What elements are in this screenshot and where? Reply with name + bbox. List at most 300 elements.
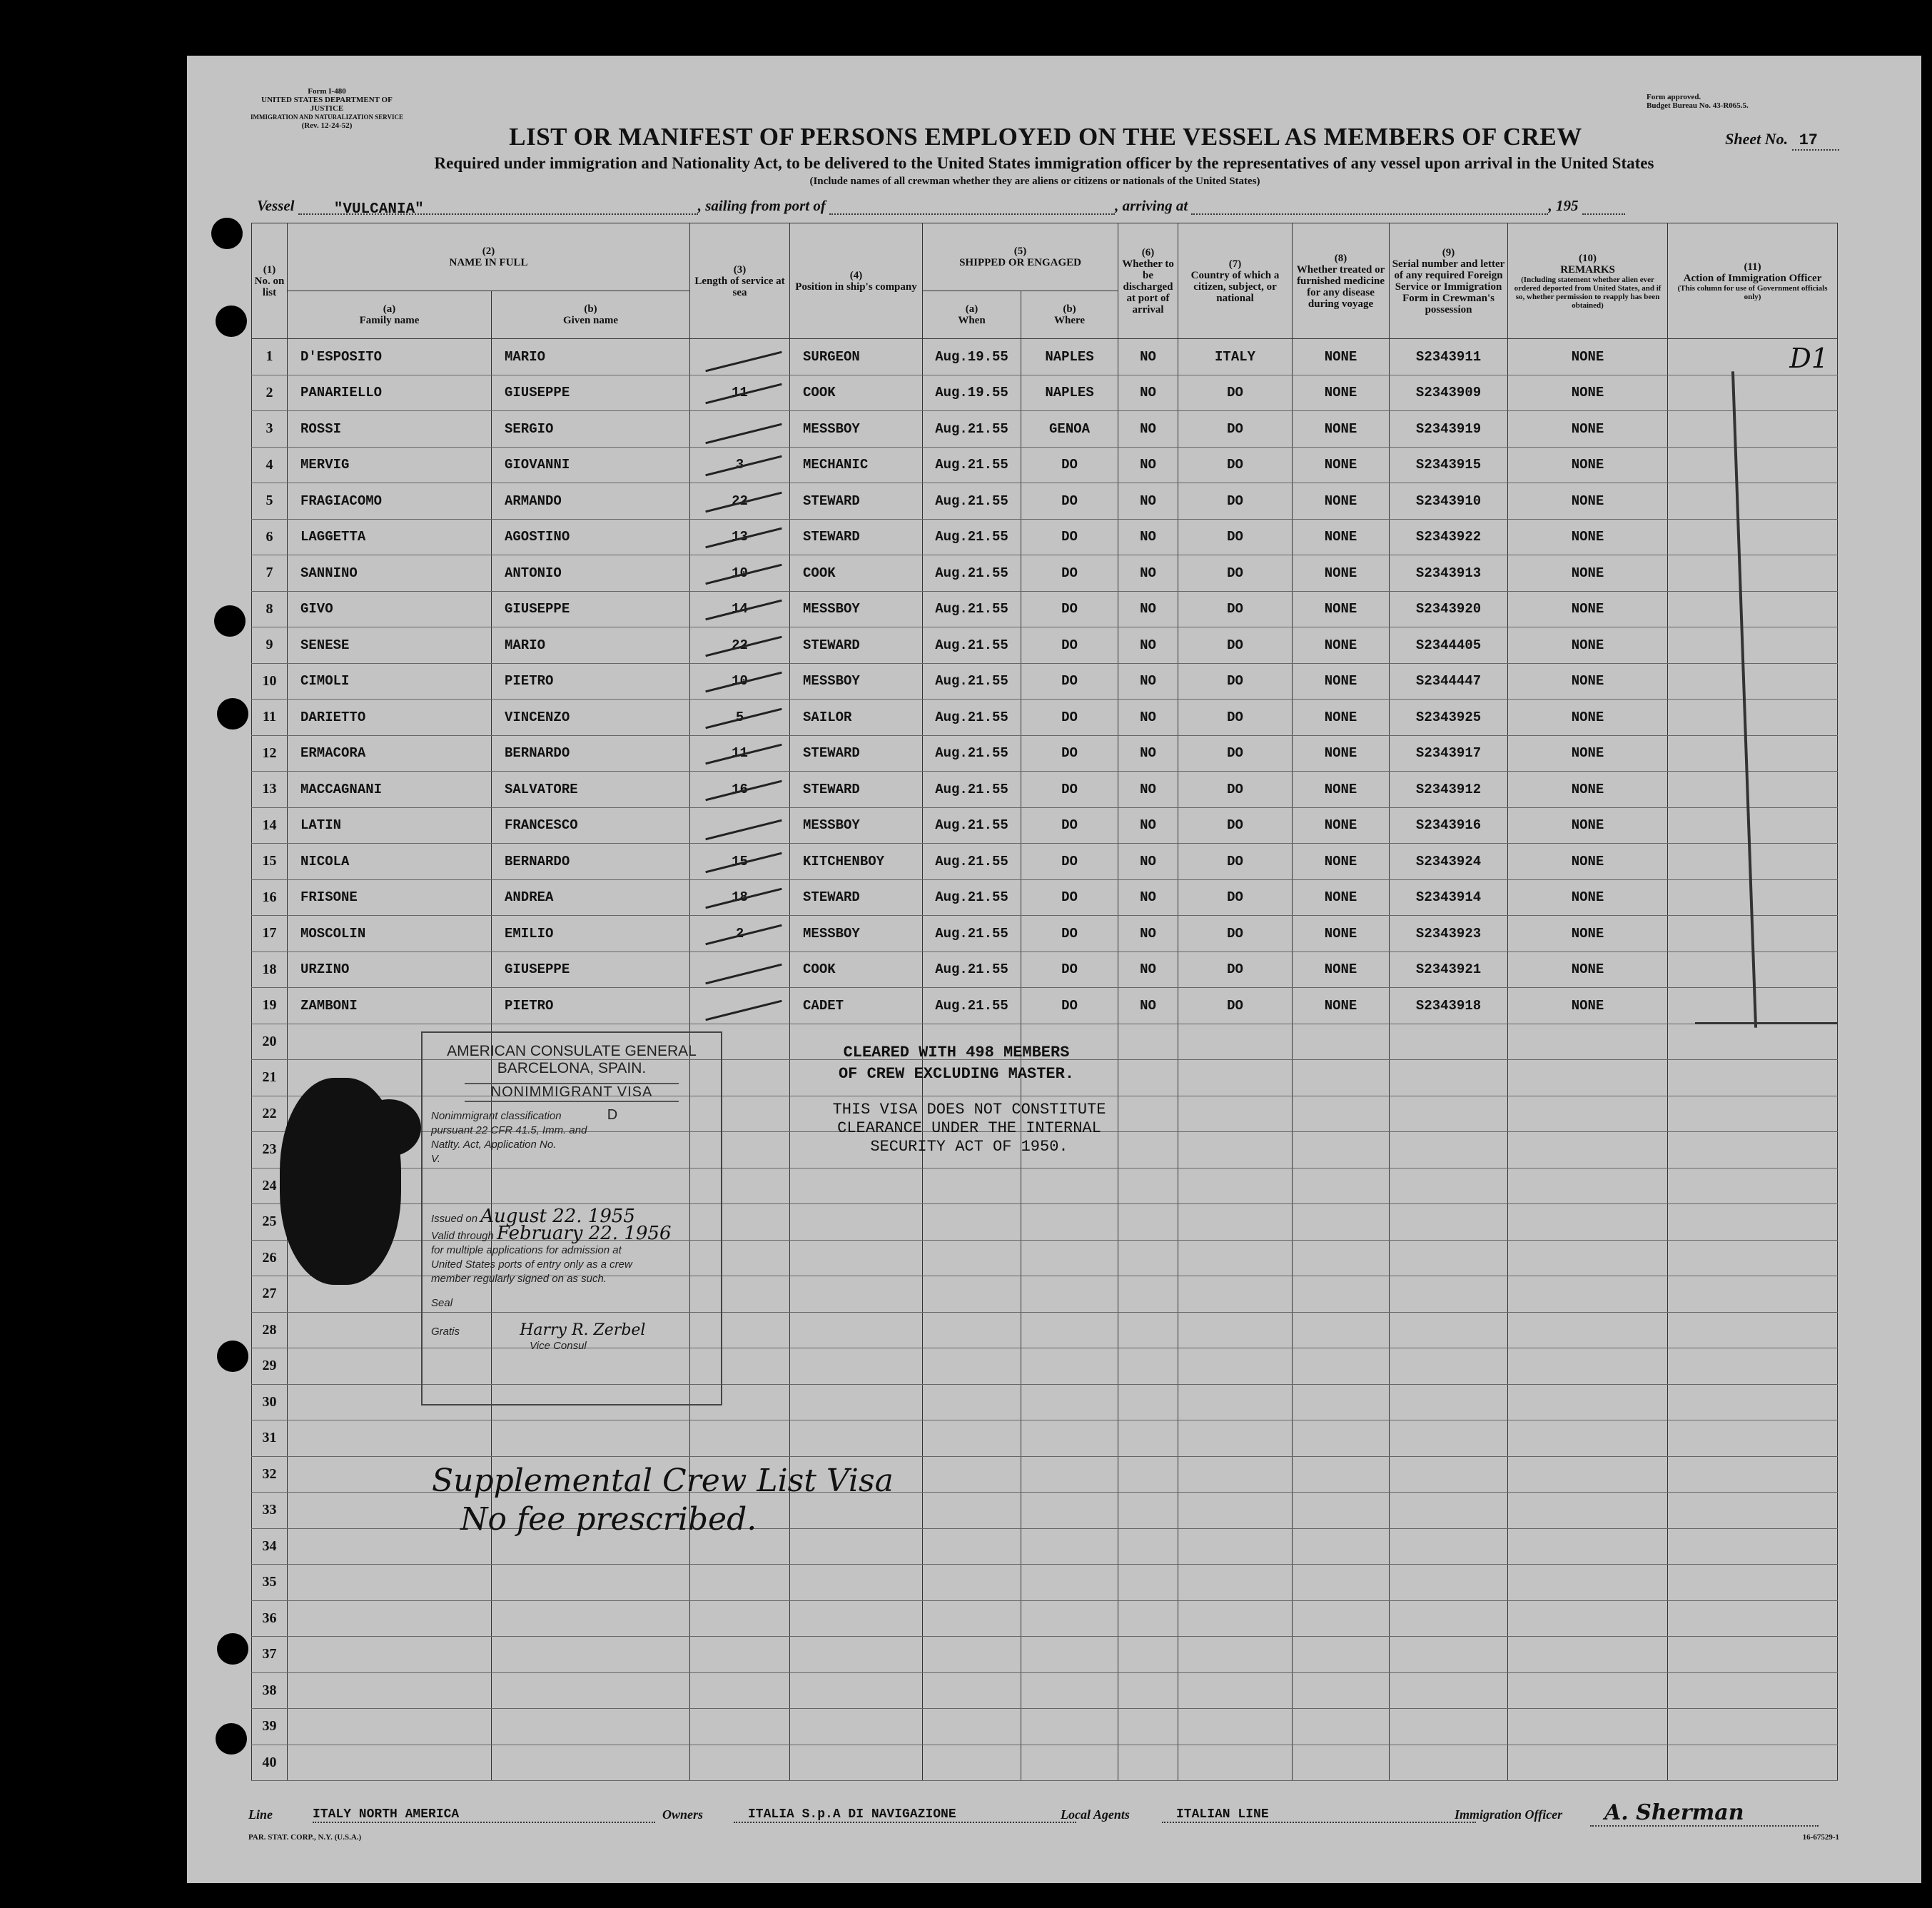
cell-shipped-when: Aug.21.55	[923, 700, 1021, 736]
cell-empty	[923, 1600, 1021, 1637]
cell-country: DO	[1178, 519, 1293, 555]
cell-service-length: 3	[690, 447, 790, 483]
table-row	[252, 591, 1838, 627]
cell-empty	[288, 1420, 492, 1457]
table-row	[252, 483, 1838, 520]
cell-remarks: NONE	[1508, 411, 1668, 448]
cell-medicine: NONE	[1293, 447, 1390, 483]
cell-empty	[1668, 1637, 1838, 1673]
cell-medicine: NONE	[1293, 988, 1390, 1024]
cell-empty	[923, 1637, 1021, 1673]
cell-empty	[1508, 1493, 1668, 1529]
cell-empty	[1293, 1168, 1390, 1204]
cell-given-name: PIETRO	[492, 663, 690, 700]
cell-shipped-where: DO	[1021, 627, 1118, 664]
cell-service-length: 5	[690, 700, 790, 736]
cell-row-number: 36	[252, 1600, 288, 1637]
cell-empty	[1178, 1565, 1293, 1601]
cell-serial-number: S2343920	[1390, 591, 1508, 627]
cell-row-number: 2	[252, 375, 288, 411]
cell-shipped-where: NAPLES	[1021, 375, 1118, 411]
footer-owners-value: ITALIA S.p.A DI NAVIGAZIONE	[734, 1807, 1076, 1823]
form-header: Form I-480 UNITED STATES DEPARTMENT OF JUSTICE IMMIGRATION AND NATURALIZATION SERVICE (Rev. 12-24-52)	[251, 87, 403, 130]
cell-empty	[1118, 1024, 1178, 1060]
cell-service-length: 22	[690, 483, 790, 520]
cell-empty	[1390, 1240, 1508, 1276]
cell-empty	[1021, 1745, 1118, 1781]
cell-country: DO	[1178, 988, 1293, 1024]
cell-empty	[1021, 1168, 1118, 1204]
cell-empty	[1293, 1024, 1390, 1060]
cell-officer-action	[1668, 483, 1838, 520]
cell-serial-number: S2343923	[1390, 916, 1508, 952]
cell-empty	[790, 1745, 923, 1781]
cell-country: DO	[1178, 772, 1293, 808]
cell-empty	[1118, 1528, 1178, 1565]
cell-empty	[923, 1565, 1021, 1601]
cell-empty	[492, 1709, 690, 1745]
cell-empty	[492, 1600, 690, 1637]
cell-empty	[1293, 1096, 1390, 1132]
cell-empty	[1021, 1672, 1118, 1709]
cell-empty	[1390, 1204, 1508, 1241]
cell-empty	[1021, 1600, 1118, 1637]
cell-empty	[1508, 1600, 1668, 1637]
cell-empty	[1668, 1493, 1838, 1529]
cell-serial-number: S2343912	[1390, 772, 1508, 808]
cell-shipped-where: DO	[1021, 988, 1118, 1024]
table-row-empty	[252, 1709, 1838, 1745]
cell-empty	[1390, 1024, 1508, 1060]
cell-empty	[1668, 1709, 1838, 1745]
cell-discharged: NO	[1118, 988, 1178, 1024]
table-row	[252, 952, 1838, 988]
cell-row-number: 3	[252, 411, 288, 448]
cell-empty	[1293, 1240, 1390, 1276]
cell-empty	[1668, 1745, 1838, 1781]
cell-remarks: NONE	[1508, 807, 1668, 844]
cell-discharged: NO	[1118, 952, 1178, 988]
cell-officer-action	[1668, 555, 1838, 592]
cell-empty	[1508, 1672, 1668, 1709]
cell-empty	[790, 1637, 923, 1673]
cell-given-name: GIOVANNI	[492, 447, 690, 483]
col-position-header: (4) Position in ship's company	[790, 223, 923, 339]
cell-empty	[1178, 1276, 1293, 1313]
cell-medicine: NONE	[1293, 519, 1390, 555]
footer-officer-signature: A. Sherman	[1590, 1800, 1819, 1827]
cell-empty	[690, 1709, 790, 1745]
cell-empty	[923, 1168, 1021, 1204]
cell-discharged: NO	[1118, 879, 1178, 916]
cell-medicine: NONE	[1293, 772, 1390, 808]
cell-remarks: NONE	[1508, 483, 1668, 520]
cell-row-number: 32	[252, 1456, 288, 1493]
cell-empty	[1390, 1528, 1508, 1565]
cell-medicine: NONE	[1293, 916, 1390, 952]
cell-row-number: 17	[252, 916, 288, 952]
cell-empty	[923, 1384, 1021, 1420]
cell-empty	[1118, 1060, 1178, 1096]
cell-empty	[1508, 1024, 1668, 1060]
cell-empty	[1508, 1456, 1668, 1493]
cell-medicine: NONE	[1293, 339, 1390, 375]
col-discharged-header: (6) Whether to be discharged at port of arrival	[1118, 223, 1178, 339]
cell-row-number: 19	[252, 988, 288, 1024]
cell-discharged: NO	[1118, 519, 1178, 555]
cell-empty	[1508, 1132, 1668, 1168]
cell-shipped-when: Aug.21.55	[923, 988, 1021, 1024]
cell-empty	[690, 1600, 790, 1637]
cell-position: STEWARD	[790, 519, 923, 555]
cell-empty	[492, 1420, 690, 1457]
cell-family-name: URZINO	[288, 952, 492, 988]
cell-medicine: NONE	[1293, 627, 1390, 664]
cell-empty	[1508, 1312, 1668, 1348]
cell-empty	[1508, 1384, 1668, 1420]
cell-shipped-when: Aug.21.55	[923, 879, 1021, 916]
visa-clearance-note: THIS VISA DOES NOT CONSTITUTE CLEARANCE UNDER THE INTERNAL SECURITY ACT OF 1950.	[832, 1101, 1106, 1156]
cell-empty	[690, 1420, 790, 1457]
cell-empty	[1668, 1565, 1838, 1601]
table-row	[252, 700, 1838, 736]
cell-family-name: FRAGIACOMO	[288, 483, 492, 520]
cell-shipped-when: Aug.21.55	[923, 844, 1021, 880]
cell-empty	[288, 1709, 492, 1745]
cell-discharged: NO	[1118, 735, 1178, 772]
cell-empty	[1668, 1204, 1838, 1241]
cell-position: STEWARD	[790, 627, 923, 664]
cell-family-name: MACCAGNANI	[288, 772, 492, 808]
cell-shipped-when: Aug.21.55	[923, 952, 1021, 988]
cell-medicine: NONE	[1293, 807, 1390, 844]
cell-empty	[1668, 1132, 1838, 1168]
cell-empty	[1293, 1132, 1390, 1168]
cell-empty	[1293, 1204, 1390, 1241]
cell-row-number: 16	[252, 879, 288, 916]
cell-empty	[1021, 1565, 1118, 1601]
cell-empty	[1668, 1528, 1838, 1565]
cell-empty	[1508, 1240, 1668, 1276]
table-row	[252, 735, 1838, 772]
cell-country: DO	[1178, 844, 1293, 880]
table-row-empty	[252, 1672, 1838, 1709]
cell-empty	[1293, 1745, 1390, 1781]
cell-family-name: LATIN	[288, 807, 492, 844]
cell-empty	[1021, 1384, 1118, 1420]
cell-empty	[1508, 1168, 1668, 1204]
cell-empty	[790, 1312, 923, 1348]
table-row	[252, 375, 1838, 411]
cell-row-number: 40	[252, 1745, 288, 1781]
col-family-header: (a) Family name	[288, 291, 492, 339]
cell-empty	[1508, 1528, 1668, 1565]
cell-row-number: 14	[252, 807, 288, 844]
cell-empty	[1390, 1276, 1508, 1313]
cell-service-length	[690, 988, 790, 1024]
punch-hole	[211, 218, 243, 249]
cell-shipped-when: Aug.21.55	[923, 483, 1021, 520]
include-note: (Include names of all crewman whether they are aliens or citizens or nationals of the United States)	[809, 176, 1260, 187]
table-row-empty	[252, 1745, 1838, 1781]
cell-given-name: ARMANDO	[492, 483, 690, 520]
cell-officer-action	[1668, 375, 1838, 411]
cell-remarks: NONE	[1508, 952, 1668, 988]
col-shipped-header: (5) SHIPPED OR ENGAGED	[923, 223, 1118, 291]
punch-hole	[216, 306, 247, 337]
cell-empty	[1178, 1060, 1293, 1096]
cell-service-length: 14	[690, 591, 790, 627]
cell-shipped-where: DO	[1021, 916, 1118, 952]
cell-remarks: NONE	[1508, 591, 1668, 627]
cell-given-name: PIETRO	[492, 988, 690, 1024]
table-row	[252, 916, 1838, 952]
cell-empty	[1118, 1493, 1178, 1529]
cell-empty	[1668, 1384, 1838, 1420]
cell-row-number: 38	[252, 1672, 288, 1709]
cell-remarks: NONE	[1508, 519, 1668, 555]
cell-service-length: 11	[690, 735, 790, 772]
cell-serial-number: S2343917	[1390, 735, 1508, 772]
cell-empty	[288, 1565, 492, 1601]
cell-empty	[1508, 1420, 1668, 1457]
cell-family-name: LAGGETTA	[288, 519, 492, 555]
cell-empty	[1021, 1240, 1118, 1276]
cell-empty	[1178, 1024, 1293, 1060]
cell-row-number: 9	[252, 627, 288, 664]
cell-empty	[690, 1637, 790, 1673]
cell-position: MESSBOY	[790, 807, 923, 844]
cell-empty	[790, 1240, 923, 1276]
punch-hole	[214, 605, 246, 637]
cell-shipped-where: DO	[1021, 483, 1118, 520]
cell-serial-number: S2343916	[1390, 807, 1508, 844]
cell-serial-number: S2343911	[1390, 339, 1508, 375]
cell-empty	[1178, 1600, 1293, 1637]
cell-officer-action	[1668, 844, 1838, 880]
cell-country: DO	[1178, 555, 1293, 592]
cell-given-name: ANDREA	[492, 879, 690, 916]
cell-position: MECHANIC	[790, 447, 923, 483]
cell-discharged: NO	[1118, 663, 1178, 700]
cell-row-number: 10	[252, 663, 288, 700]
cell-empty	[1178, 1456, 1293, 1493]
cell-shipped-where: DO	[1021, 700, 1118, 736]
table-row-empty	[252, 1420, 1838, 1457]
cell-service-length	[690, 807, 790, 844]
cell-medicine: NONE	[1293, 663, 1390, 700]
cell-country: DO	[1178, 447, 1293, 483]
cell-given-name: SALVATORE	[492, 772, 690, 808]
cell-empty	[1508, 1096, 1668, 1132]
punch-hole	[217, 698, 248, 730]
cell-row-number: 13	[252, 772, 288, 808]
cell-family-name: FRISONE	[288, 879, 492, 916]
cell-empty	[1178, 1348, 1293, 1385]
cell-row-number: 20	[252, 1024, 288, 1060]
cell-row-number: 8	[252, 591, 288, 627]
cell-empty	[1178, 1096, 1293, 1132]
officer-bracket-foot	[1695, 1022, 1838, 1024]
cell-empty	[1178, 1168, 1293, 1204]
col-remarks-header: (10) REMARKS (Including statement whether alien ever ordered deported from United States, and if so, whether permission to reapply has been obtained)	[1508, 223, 1668, 339]
cell-empty	[1178, 1528, 1293, 1565]
cell-empty	[1668, 1456, 1838, 1493]
table-row	[252, 519, 1838, 555]
cell-service-length: 13	[690, 519, 790, 555]
crew-table	[251, 223, 1838, 1781]
cell-empty	[1118, 1600, 1178, 1637]
table-row	[252, 411, 1838, 448]
table-row	[252, 555, 1838, 592]
table-row	[252, 988, 1838, 1024]
cell-service-length: 18	[690, 879, 790, 916]
cell-empty	[790, 1348, 923, 1385]
cell-given-name: MARIO	[492, 339, 690, 375]
cell-empty	[923, 1528, 1021, 1565]
col-when-header: (a) When	[923, 291, 1021, 339]
cell-family-name: DARIETTO	[288, 700, 492, 736]
cell-discharged: NO	[1118, 411, 1178, 448]
cell-empty	[1021, 1709, 1118, 1745]
cell-empty	[1668, 1420, 1838, 1457]
cell-empty	[1021, 1420, 1118, 1457]
cell-serial-number: S2343925	[1390, 700, 1508, 736]
cell-row-number: 24	[252, 1168, 288, 1204]
cell-empty	[1390, 1672, 1508, 1709]
cell-empty	[923, 1709, 1021, 1745]
cell-discharged: NO	[1118, 447, 1178, 483]
cell-empty	[1508, 1637, 1668, 1673]
cell-position: MESSBOY	[790, 663, 923, 700]
cell-serial-number: S2343909	[1390, 375, 1508, 411]
cell-empty	[923, 1276, 1021, 1313]
cell-officer-action	[1668, 663, 1838, 700]
cell-remarks: NONE	[1508, 375, 1668, 411]
cell-empty	[1293, 1709, 1390, 1745]
cell-empty	[1178, 1384, 1293, 1420]
cell-medicine: NONE	[1293, 700, 1390, 736]
cell-officer-action	[1668, 447, 1838, 483]
cell-given-name: AGOSTINO	[492, 519, 690, 555]
cell-empty	[1668, 1312, 1838, 1348]
cell-serial-number: S2343913	[1390, 555, 1508, 592]
cell-serial-number: S2344447	[1390, 663, 1508, 700]
cell-empty	[1178, 1240, 1293, 1276]
cell-empty	[690, 1565, 790, 1601]
cell-shipped-where: DO	[1021, 952, 1118, 988]
cell-medicine: NONE	[1293, 844, 1390, 880]
table-row-empty	[252, 1600, 1838, 1637]
cell-row-number: 27	[252, 1276, 288, 1313]
cell-empty	[923, 1420, 1021, 1457]
cell-position: STEWARD	[790, 483, 923, 520]
cell-row-number: 18	[252, 952, 288, 988]
cell-empty	[1021, 1637, 1118, 1673]
cell-position: MESSBOY	[790, 411, 923, 448]
cell-discharged: NO	[1118, 700, 1178, 736]
cell-empty	[1293, 1348, 1390, 1385]
cell-shipped-when: Aug.21.55	[923, 519, 1021, 555]
cell-shipped-when: Aug.21.55	[923, 627, 1021, 664]
table-row-empty	[252, 1637, 1838, 1673]
cell-empty	[1668, 1276, 1838, 1313]
cell-empty	[1178, 1132, 1293, 1168]
col-given-header: (b) Given name	[492, 291, 690, 339]
cell-empty	[1293, 1600, 1390, 1637]
cell-shipped-when: Aug.21.55	[923, 411, 1021, 448]
cell-empty	[790, 1600, 923, 1637]
cell-row-number: 35	[252, 1565, 288, 1601]
cell-row-number: 30	[252, 1384, 288, 1420]
cell-family-name: ERMACORA	[288, 735, 492, 772]
cell-empty	[1508, 1348, 1668, 1385]
cell-serial-number: S2344405	[1390, 627, 1508, 664]
cell-empty	[1021, 1456, 1118, 1493]
vessel-line: Vessel "VULCANIA" , sailing from port of , arriving at , 195	[257, 197, 1834, 218]
cell-shipped-when: Aug.21.55	[923, 591, 1021, 627]
cell-family-name: MERVIG	[288, 447, 492, 483]
cell-empty	[1508, 1204, 1668, 1241]
cell-empty	[288, 1637, 492, 1673]
officer-margin-mark: D1	[1789, 343, 1829, 374]
cell-discharged: NO	[1118, 339, 1178, 375]
cell-officer-action	[1668, 627, 1838, 664]
cell-medicine: NONE	[1293, 483, 1390, 520]
cell-given-name: SERGIO	[492, 411, 690, 448]
cell-empty	[1668, 1600, 1838, 1637]
cell-empty	[1508, 1745, 1668, 1781]
cell-empty	[1021, 1348, 1118, 1385]
cell-empty	[1508, 1060, 1668, 1096]
sheet-number: Sheet No. 17	[1725, 130, 1839, 149]
cell-country: DO	[1178, 807, 1293, 844]
cell-remarks: NONE	[1508, 447, 1668, 483]
table-row	[252, 447, 1838, 483]
cell-empty	[923, 1348, 1021, 1385]
cell-row-number: 7	[252, 555, 288, 592]
cell-position: SURGEON	[790, 339, 923, 375]
cell-empty	[1118, 1565, 1178, 1601]
cell-row-number: 29	[252, 1348, 288, 1385]
cell-empty	[790, 1420, 923, 1457]
cell-empty	[690, 1745, 790, 1781]
cell-family-name: PANARIELLO	[288, 375, 492, 411]
cell-shipped-when: Aug.21.55	[923, 807, 1021, 844]
cell-row-number: 5	[252, 483, 288, 520]
cell-empty	[1668, 1060, 1838, 1096]
cell-service-length: 11	[690, 375, 790, 411]
cell-country: ITALY	[1178, 339, 1293, 375]
cell-empty	[1178, 1637, 1293, 1673]
cell-family-name: GIVO	[288, 591, 492, 627]
cell-empty	[1390, 1060, 1508, 1096]
cell-shipped-where: DO	[1021, 735, 1118, 772]
cell-empty	[1508, 1276, 1668, 1313]
col-where-header: (b) Where	[1021, 291, 1118, 339]
cell-position: CADET	[790, 988, 923, 1024]
cell-discharged: NO	[1118, 627, 1178, 664]
cell-shipped-when: Aug.21.55	[923, 772, 1021, 808]
cell-shipped-when: Aug.21.55	[923, 555, 1021, 592]
cell-shipped-when: Aug.19.55	[923, 339, 1021, 375]
cell-empty	[790, 1168, 923, 1204]
cell-discharged: NO	[1118, 807, 1178, 844]
cell-empty	[1668, 1168, 1838, 1204]
cell-row-number: 21	[252, 1060, 288, 1096]
cell-family-name: ZAMBONI	[288, 988, 492, 1024]
cell-remarks: NONE	[1508, 916, 1668, 952]
